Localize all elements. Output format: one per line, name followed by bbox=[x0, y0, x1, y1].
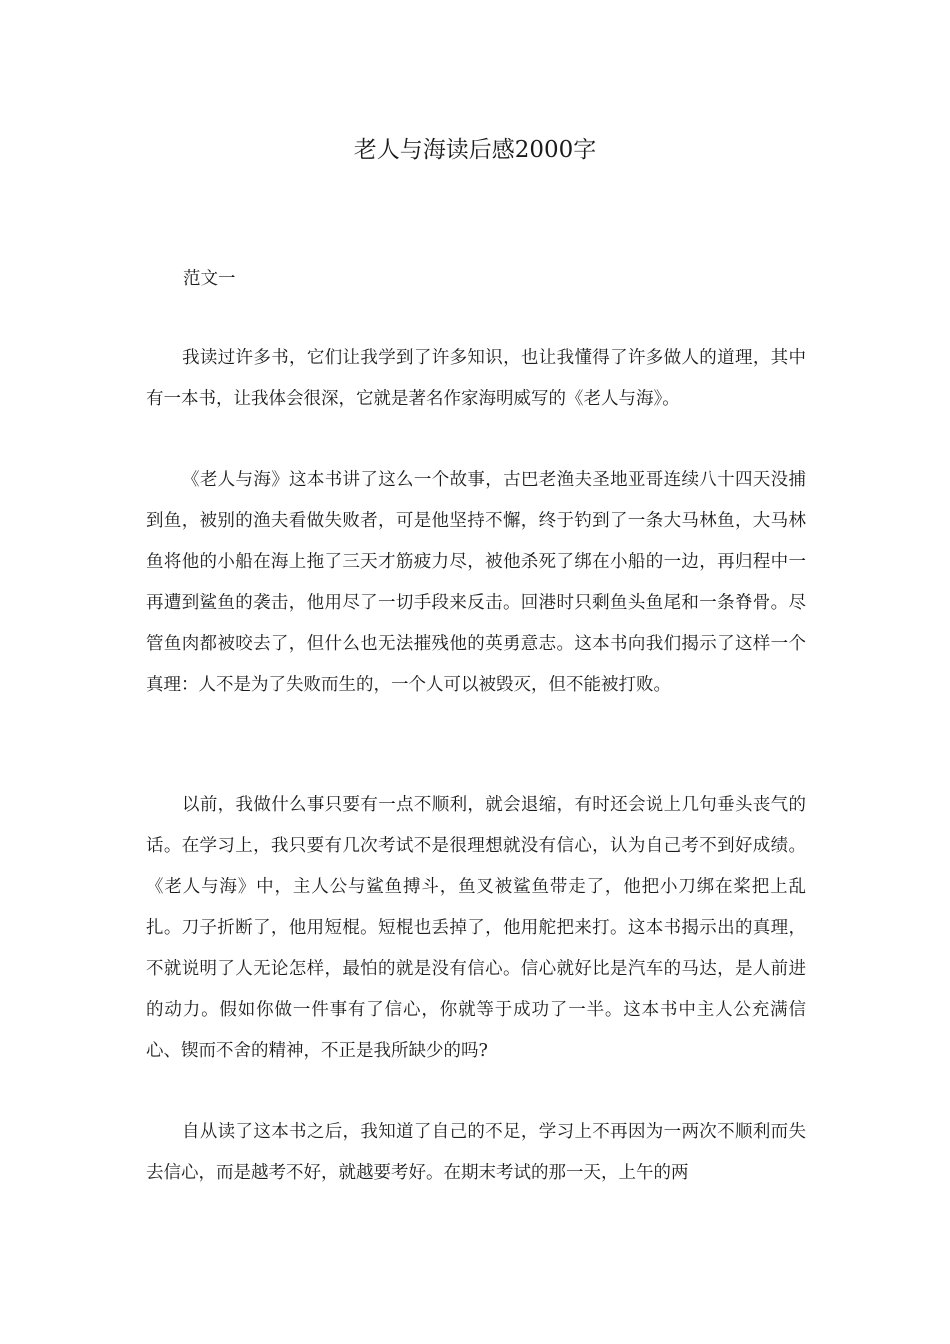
document-title: 老人与海读后感2000字 bbox=[353, 137, 597, 163]
paragraph-2: 《老人与海》这本书讲了这么一个故事，古巴老渔夫圣地亚哥连续八十四天没捕到鱼，被别的渔夫看做失败者，可是他坚持不懈，终于钓到了一条大马林鱼，大马林鱼将他的小船在海上拖了三天才筋疲力尽，被他杀死了绑在小船的一边，再归程中一再遭到鲨鱼的袭击，他用尽了一切手段来反击。回港时只剩鱼头鱼尾和一条脊骨。尽管鱼肉都被咬去了，但什么也无法摧残他的英勇意志。这本书向我们揭示了这样一个真理：人不是为了失败而生的，一个人可以被毁灭，但不能被打败。 bbox=[146, 470, 806, 695]
paragraph-3: 以前，我做什么事只要有一点不顺利，就会退缩，有时还会说上几句垂头丧气的话。在学习上，我只要有几次考试不是很理想就没有信心，认为自己考不到好成绩。《老人与海》中，主人公与鲨鱼搏斗，鱼叉被鲨鱼带走了，他把小刀绑在桨把上乱扎。刀子折断了，他用短棍。短棍也丢掉了，他用舵把来打。这本书揭示出的真理，不就说明了人无论怎样，最怕的就是没有信心。信心就好比是汽车的马达，是人前进的动力。假如你做一件事有了信心，你就等于成功了一半。这本书中主人公充满信心、锲而不舍的精神，不正是我所缺少的吗? bbox=[146, 795, 806, 1061]
paragraph-4: 自从读了这本书之后，我知道了自己的不足，学习上不再因为一两次不顺利而失去信心，而是越考不好，就越要考好。在期末考试的那一天，上午的两 bbox=[146, 1122, 806, 1183]
paragraph-1: 我读过许多书，它们让我学到了许多知识，也让我懂得了许多做人的道理，其中有一本书，让我体会很深，它就是著名作家海明威写的《老人与海》。 bbox=[146, 348, 806, 409]
section-label: 范文一 bbox=[183, 269, 236, 289]
